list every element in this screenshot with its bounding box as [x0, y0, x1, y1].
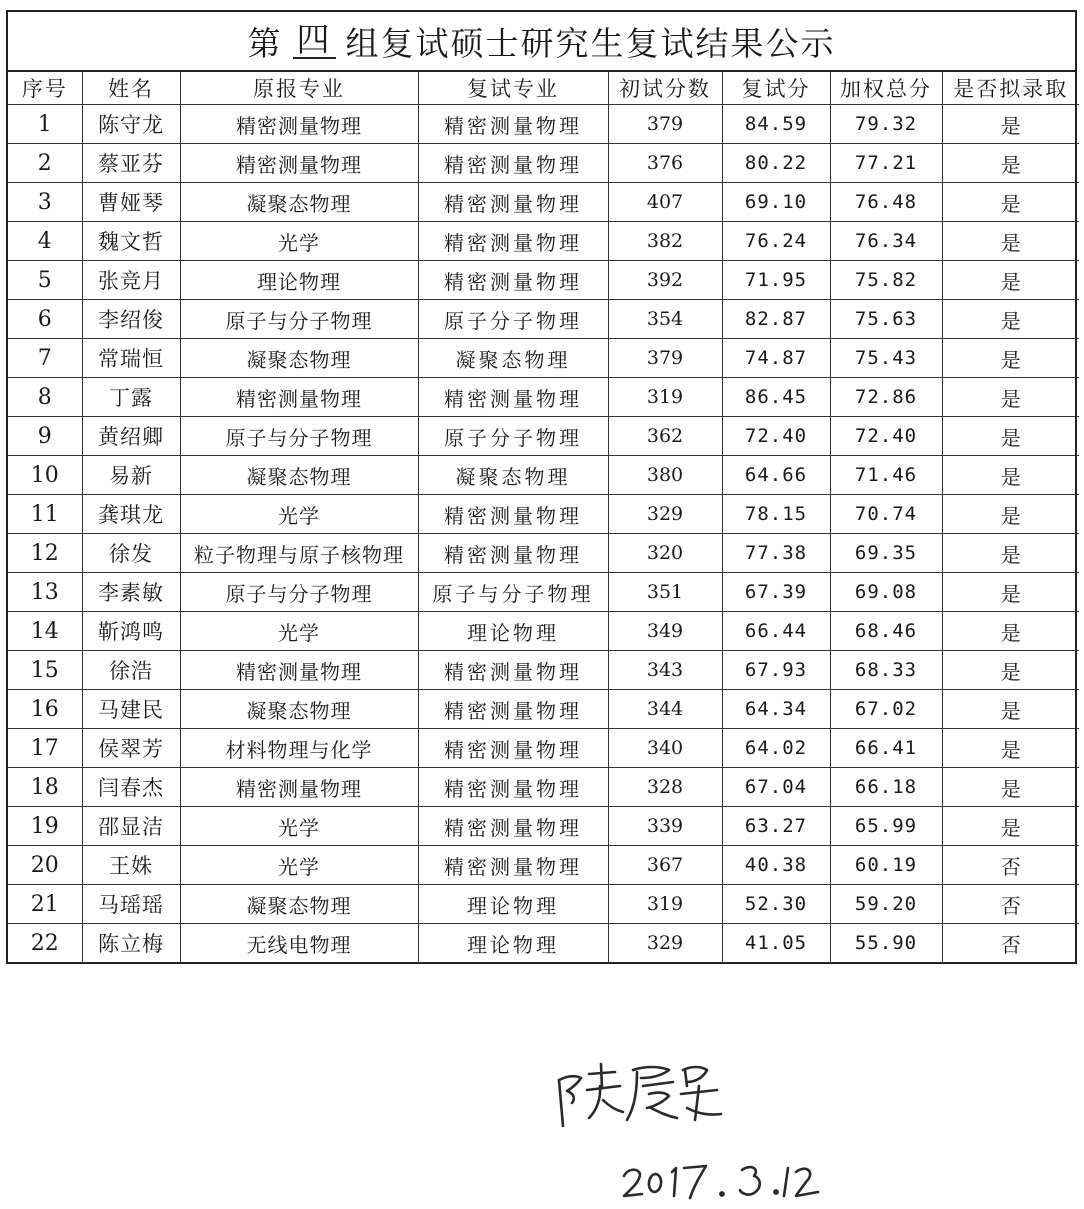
title-suffix: 组复试硕士研究生复试结果公示	[345, 23, 836, 63]
table-row	[8, 807, 1079, 846]
cell-retest-score: 67.04	[722, 768, 830, 807]
cell-initial-score: 392	[608, 261, 722, 300]
cell-number: 9	[8, 417, 82, 456]
table-row	[8, 768, 1079, 807]
cell-retest-major: 精密测量物理	[418, 768, 608, 807]
cell-number: 17	[8, 729, 82, 768]
cell-admission: 是	[942, 105, 1079, 144]
cell-name: 闫春杰	[82, 768, 180, 807]
cell-retest-score: 64.34	[722, 690, 830, 729]
cell-name: 黄绍卿	[82, 417, 180, 456]
cell-admission: 否	[942, 924, 1079, 963]
cell-original-major: 光学	[180, 495, 418, 534]
cell-weighted-total: 69.35	[830, 534, 942, 573]
cell-admission: 是	[942, 222, 1079, 261]
header-weighted-total: 加权总分	[830, 72, 942, 105]
cell-retest-score: 63.27	[722, 807, 830, 846]
cell-number: 15	[8, 651, 82, 690]
cell-weighted-total: 76.34	[830, 222, 942, 261]
header-retest-score: 复试分	[722, 72, 830, 105]
cell-number: 8	[8, 378, 82, 417]
cell-name: 常瑞恒	[82, 339, 180, 378]
cell-initial-score: 376	[608, 144, 722, 183]
cell-weighted-total: 66.18	[830, 768, 942, 807]
cell-original-major: 精密测量物理	[180, 144, 418, 183]
cell-weighted-total: 67.02	[830, 690, 942, 729]
results-table	[8, 72, 1079, 962]
cell-admission: 是	[942, 534, 1079, 573]
cell-retest-major: 凝聚态物理	[418, 456, 608, 495]
page-title	[8, 12, 1075, 72]
cell-name: 张竞月	[82, 261, 180, 300]
table-row	[8, 924, 1079, 963]
cell-retest-score: 64.66	[722, 456, 830, 495]
table-row	[8, 651, 1079, 690]
cell-weighted-total: 55.90	[830, 924, 942, 963]
cell-number: 7	[8, 339, 82, 378]
cell-number: 1	[8, 105, 82, 144]
cell-number: 13	[8, 573, 82, 612]
cell-admission: 是	[942, 729, 1079, 768]
cell-retest-score: 76.24	[722, 222, 830, 261]
cell-weighted-total: 66.41	[830, 729, 942, 768]
cell-admission: 是	[942, 456, 1079, 495]
cell-name: 陈立梅	[82, 924, 180, 963]
cell-retest-major: 精密测量物理	[418, 144, 608, 183]
cell-initial-score: 379	[608, 105, 722, 144]
cell-original-major: 凝聚态物理	[180, 183, 418, 222]
header-retest-major: 复试专业	[418, 72, 608, 105]
cell-retest-score: 52.30	[722, 885, 830, 924]
cell-original-major: 精密测量物理	[180, 651, 418, 690]
cell-name: 马建民	[82, 690, 180, 729]
table-row	[8, 612, 1079, 651]
cell-initial-score: 362	[608, 417, 722, 456]
cell-retest-major: 精密测量物理	[418, 651, 608, 690]
cell-weighted-total: 76.48	[830, 183, 942, 222]
cell-initial-score: 344	[608, 690, 722, 729]
cell-weighted-total: 59.20	[830, 885, 942, 924]
cell-number: 19	[8, 807, 82, 846]
table-row	[8, 690, 1079, 729]
table-row	[8, 456, 1079, 495]
title-prefix: 第	[247, 23, 283, 63]
cell-weighted-total: 68.33	[830, 651, 942, 690]
cell-name: 龚琪龙	[82, 495, 180, 534]
cell-original-major: 凝聚态物理	[180, 885, 418, 924]
cell-name: 魏文哲	[82, 222, 180, 261]
cell-name: 徐浩	[82, 651, 180, 690]
table-row	[8, 300, 1079, 339]
cell-number: 5	[8, 261, 82, 300]
cell-retest-major: 精密测量物理	[418, 378, 608, 417]
cell-admission: 是	[942, 612, 1079, 651]
cell-original-major: 原子与分子物理	[180, 300, 418, 339]
cell-retest-score: 82.87	[722, 300, 830, 339]
table-row	[8, 183, 1079, 222]
cell-retest-major: 精密测量物理	[418, 729, 608, 768]
handwritten-signature	[545, 1058, 735, 1128]
cell-weighted-total: 75.43	[830, 339, 942, 378]
cell-original-major: 理论物理	[180, 261, 418, 300]
table-row	[8, 339, 1079, 378]
cell-retest-score: 77.38	[722, 534, 830, 573]
cell-name: 丁露	[82, 378, 180, 417]
cell-retest-score: 67.39	[722, 573, 830, 612]
cell-original-major: 光学	[180, 612, 418, 651]
cell-retest-major: 精密测量物理	[418, 846, 608, 885]
cell-retest-major: 原子与分子物理	[418, 573, 608, 612]
cell-initial-score: 349	[608, 612, 722, 651]
cell-initial-score: 319	[608, 378, 722, 417]
header-no: 序号	[8, 72, 82, 105]
cell-retest-major: 理论物理	[418, 885, 608, 924]
cell-number: 2	[8, 144, 82, 183]
cell-retest-major: 精密测量物理	[418, 183, 608, 222]
cell-name: 靳鸿鸣	[82, 612, 180, 651]
cell-name: 陈守龙	[82, 105, 180, 144]
cell-number: 11	[8, 495, 82, 534]
cell-original-major: 原子与分子物理	[180, 417, 418, 456]
cell-number: 10	[8, 456, 82, 495]
cell-weighted-total: 77.21	[830, 144, 942, 183]
cell-weighted-total: 79.32	[830, 105, 942, 144]
cell-number: 20	[8, 846, 82, 885]
cell-original-major: 凝聚态物理	[180, 690, 418, 729]
cell-initial-score: 340	[608, 729, 722, 768]
table-row	[8, 261, 1079, 300]
cell-initial-score: 339	[608, 807, 722, 846]
cell-name: 邵显洁	[82, 807, 180, 846]
results-sheet	[6, 10, 1077, 964]
cell-original-major: 凝聚态物理	[180, 456, 418, 495]
cell-retest-major: 精密测量物理	[418, 495, 608, 534]
cell-retest-score: 67.93	[722, 651, 830, 690]
cell-initial-score: 351	[608, 573, 722, 612]
cell-number: 6	[8, 300, 82, 339]
cell-weighted-total: 72.86	[830, 378, 942, 417]
table-row	[8, 417, 1079, 456]
cell-admission: 是	[942, 378, 1079, 417]
cell-original-major: 精密测量物理	[180, 768, 418, 807]
table-row	[8, 846, 1079, 885]
cell-name: 易新	[82, 456, 180, 495]
cell-retest-major: 精密测量物理	[418, 222, 608, 261]
handwritten-date	[620, 1152, 820, 1202]
cell-admission: 是	[942, 495, 1079, 534]
cell-original-major: 粒子物理与原子核物理	[180, 534, 418, 573]
cell-admission: 是	[942, 768, 1079, 807]
cell-retest-major: 精密测量物理	[418, 261, 608, 300]
cell-weighted-total: 71.46	[830, 456, 942, 495]
cell-name: 李素敏	[82, 573, 180, 612]
cell-retest-major: 原子分子物理	[418, 300, 608, 339]
cell-name: 王姝	[82, 846, 180, 885]
cell-number: 4	[8, 222, 82, 261]
cell-original-major: 光学	[180, 222, 418, 261]
cell-original-major: 精密测量物理	[180, 378, 418, 417]
cell-retest-score: 74.87	[722, 339, 830, 378]
table-row	[8, 573, 1079, 612]
cell-name: 徐发	[82, 534, 180, 573]
cell-original-major: 材料物理与化学	[180, 729, 418, 768]
cell-retest-score: 78.15	[722, 495, 830, 534]
cell-weighted-total: 75.82	[830, 261, 942, 300]
cell-admission: 是	[942, 651, 1079, 690]
table-row	[8, 885, 1079, 924]
cell-retest-score: 71.95	[722, 261, 830, 300]
table-row	[8, 105, 1079, 144]
cell-number: 22	[8, 924, 82, 963]
cell-weighted-total: 65.99	[830, 807, 942, 846]
cell-name: 侯翠芳	[82, 729, 180, 768]
cell-number: 21	[8, 885, 82, 924]
cell-retest-score: 64.02	[722, 729, 830, 768]
cell-admission: 是	[942, 573, 1079, 612]
table-row	[8, 222, 1079, 261]
cell-original-major: 光学	[180, 846, 418, 885]
cell-number: 18	[8, 768, 82, 807]
table-row	[8, 534, 1079, 573]
cell-initial-score: 329	[608, 495, 722, 534]
cell-weighted-total: 75.63	[830, 300, 942, 339]
cell-retest-score: 80.22	[722, 144, 830, 183]
cell-admission: 是	[942, 690, 1079, 729]
cell-original-major: 凝聚态物理	[180, 339, 418, 378]
cell-retest-major: 精密测量物理	[418, 105, 608, 144]
table-header-row	[8, 72, 1079, 105]
cell-admission: 否	[942, 885, 1079, 924]
cell-initial-score: 380	[608, 456, 722, 495]
cell-retest-score: 86.45	[722, 378, 830, 417]
cell-initial-score: 319	[608, 885, 722, 924]
cell-name: 李绍俊	[82, 300, 180, 339]
cell-initial-score: 328	[608, 768, 722, 807]
cell-number: 16	[8, 690, 82, 729]
header-name: 姓名	[82, 72, 180, 105]
table-row	[8, 378, 1079, 417]
cell-number: 14	[8, 612, 82, 651]
cell-initial-score: 320	[608, 534, 722, 573]
cell-retest-major: 精密测量物理	[418, 807, 608, 846]
table-row	[8, 495, 1079, 534]
cell-weighted-total: 70.74	[830, 495, 942, 534]
cell-original-major: 光学	[180, 807, 418, 846]
title-group-number: 四	[293, 23, 336, 59]
cell-number: 12	[8, 534, 82, 573]
cell-initial-score: 379	[608, 339, 722, 378]
cell-weighted-total: 68.46	[830, 612, 942, 651]
cell-original-major: 无线电物理	[180, 924, 418, 963]
cell-retest-score: 69.10	[722, 183, 830, 222]
cell-weighted-total: 60.19	[830, 846, 942, 885]
cell-name: 蔡亚芬	[82, 144, 180, 183]
header-original-major: 原报专业	[180, 72, 418, 105]
cell-retest-major: 精密测量物理	[418, 534, 608, 573]
cell-retest-score: 66.44	[722, 612, 830, 651]
cell-retest-score: 41.05	[722, 924, 830, 963]
header-initial-score: 初试分数	[608, 72, 722, 105]
cell-weighted-total: 72.40	[830, 417, 942, 456]
cell-retest-major: 理论物理	[418, 612, 608, 651]
cell-retest-major: 凝聚态物理	[418, 339, 608, 378]
cell-admission: 否	[942, 846, 1079, 885]
cell-admission: 是	[942, 183, 1079, 222]
cell-initial-score: 354	[608, 300, 722, 339]
cell-admission: 是	[942, 261, 1079, 300]
header-admission: 是否拟录取	[942, 72, 1079, 105]
table-row	[8, 729, 1079, 768]
cell-retest-score: 84.59	[722, 105, 830, 144]
cell-original-major: 精密测量物理	[180, 105, 418, 144]
cell-retest-major: 原子分子物理	[418, 417, 608, 456]
cell-initial-score: 329	[608, 924, 722, 963]
cell-admission: 是	[942, 300, 1079, 339]
cell-name: 马瑶瑶	[82, 885, 180, 924]
cell-retest-score: 40.38	[722, 846, 830, 885]
cell-initial-score: 407	[608, 183, 722, 222]
cell-retest-major: 精密测量物理	[418, 690, 608, 729]
cell-initial-score: 343	[608, 651, 722, 690]
table-body	[8, 105, 1079, 963]
cell-retest-major: 理论物理	[418, 924, 608, 963]
cell-weighted-total: 69.08	[830, 573, 942, 612]
cell-admission: 是	[942, 417, 1079, 456]
cell-original-major: 原子与分子物理	[180, 573, 418, 612]
cell-admission: 是	[942, 339, 1079, 378]
cell-initial-score: 382	[608, 222, 722, 261]
cell-initial-score: 367	[608, 846, 722, 885]
cell-admission: 是	[942, 807, 1079, 846]
table-row	[8, 144, 1079, 183]
cell-admission: 是	[942, 144, 1079, 183]
cell-retest-score: 72.40	[722, 417, 830, 456]
cell-number: 3	[8, 183, 82, 222]
cell-name: 曹娅琴	[82, 183, 180, 222]
